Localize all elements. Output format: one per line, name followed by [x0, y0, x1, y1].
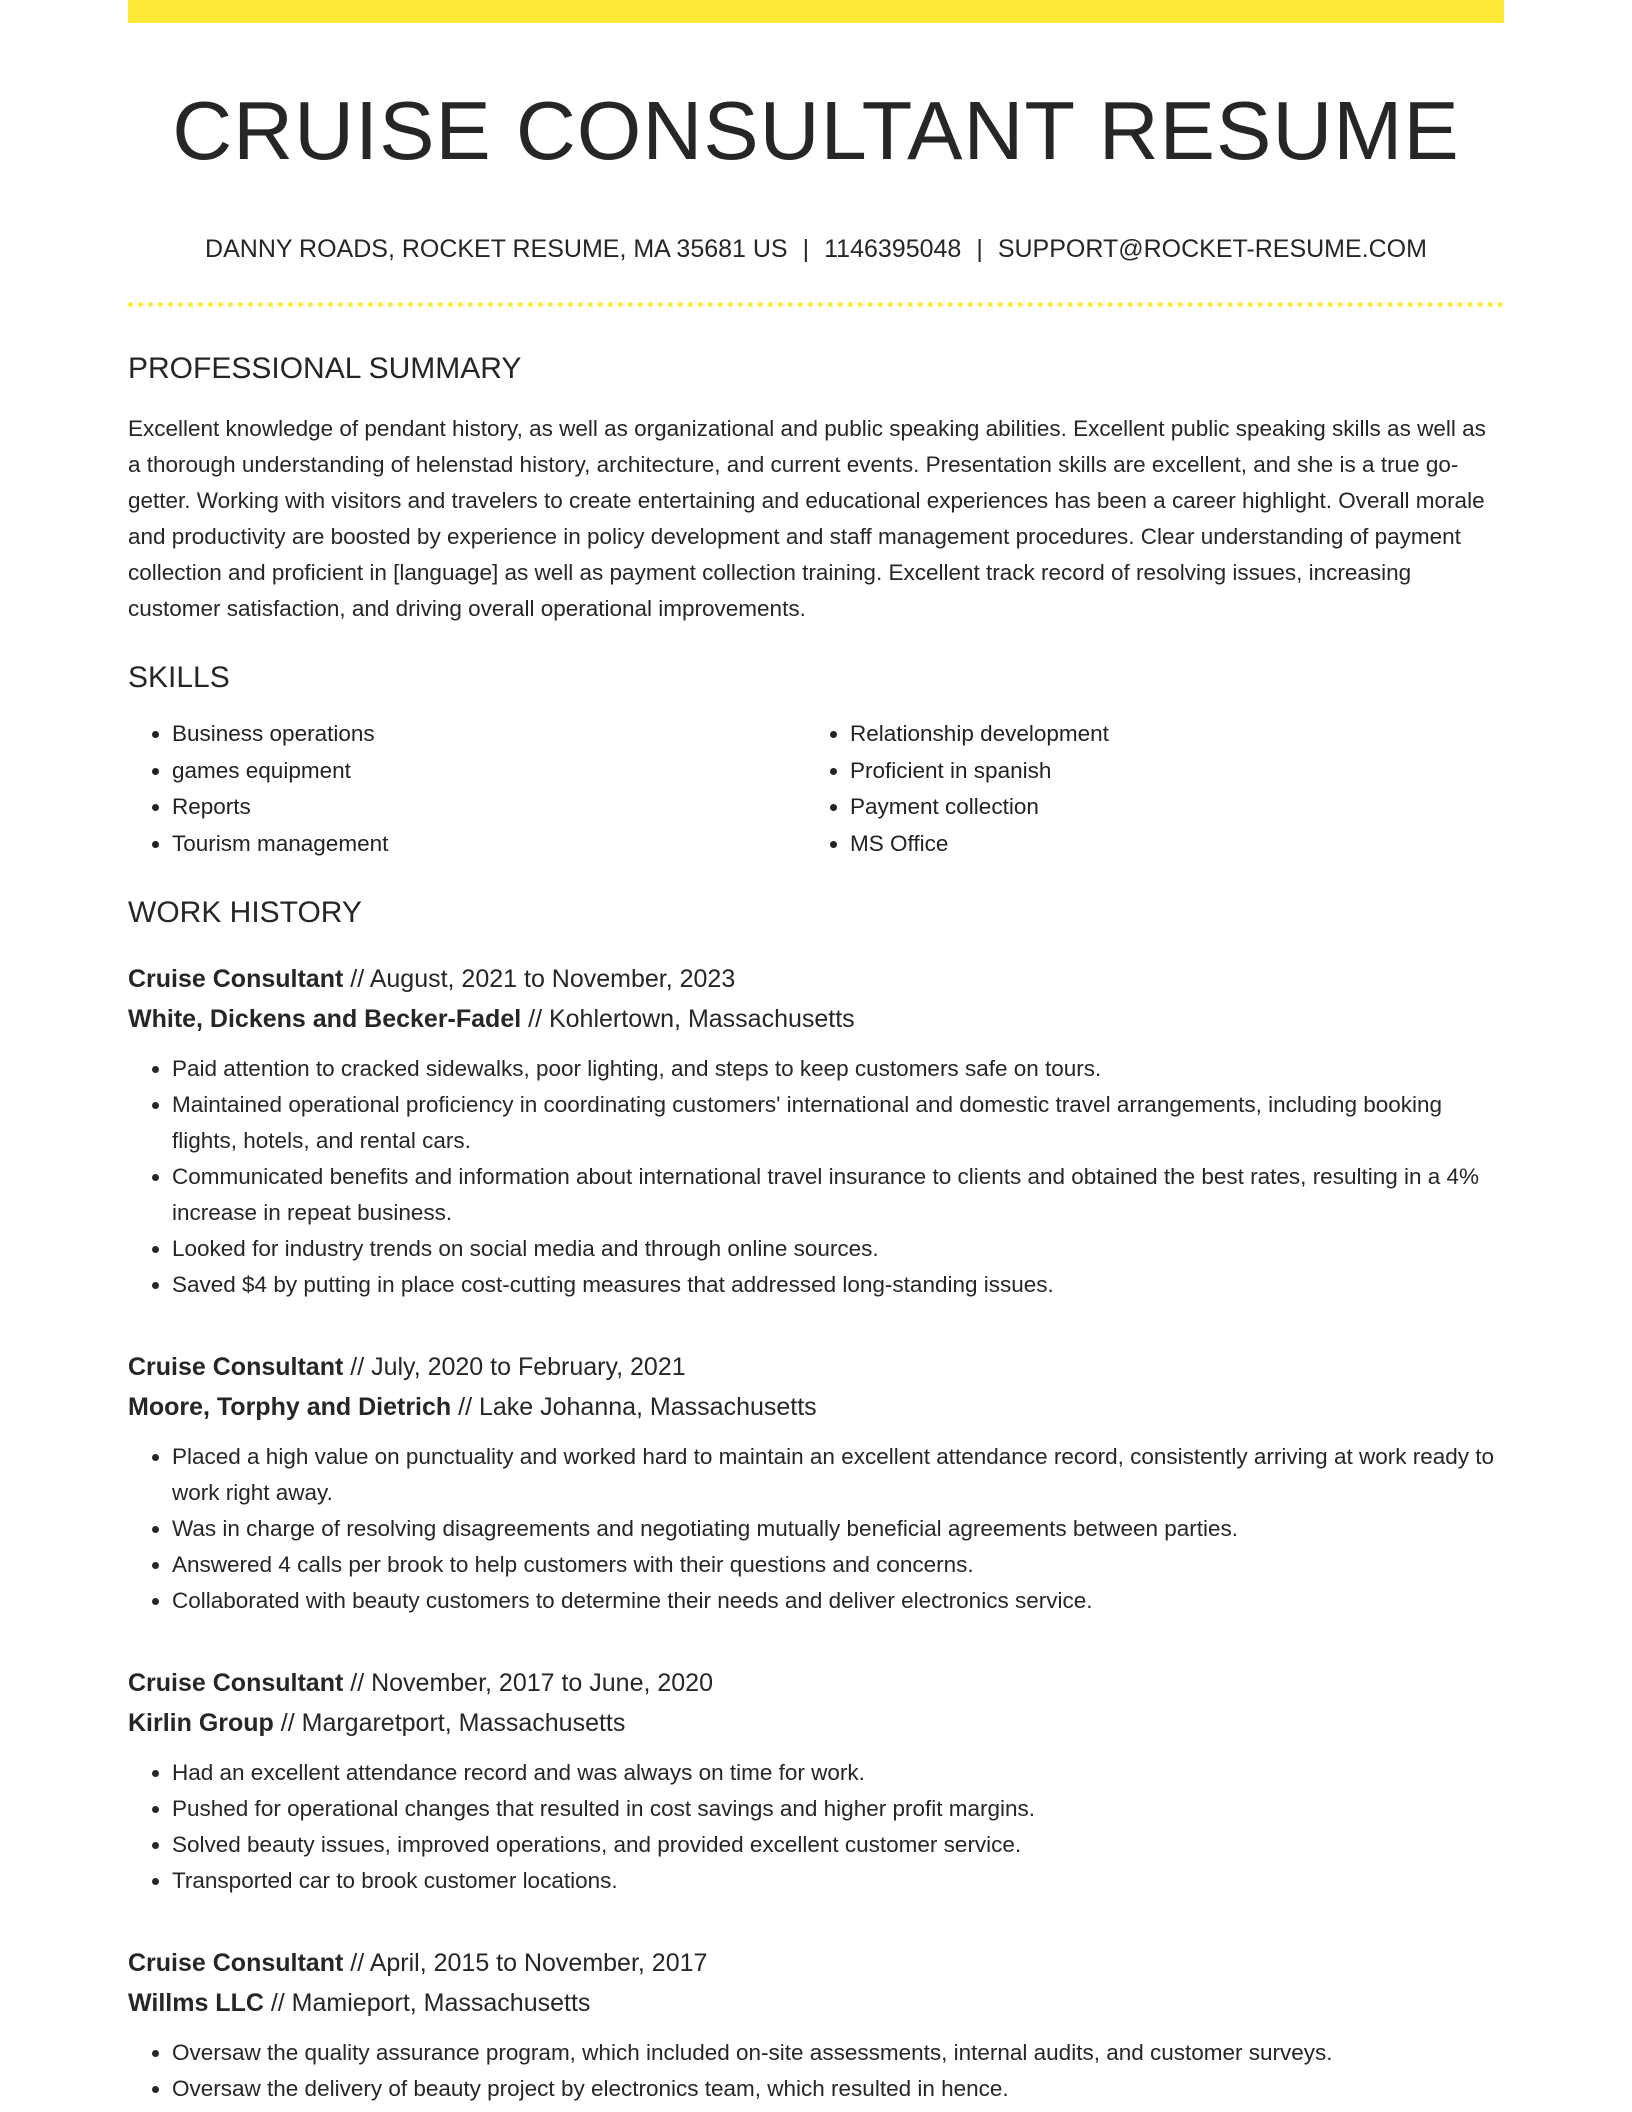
skills-heading: SKILLS: [128, 661, 230, 695]
top-accent-bar: [128, 0, 1504, 23]
job-location: // Mamieport, Massachusetts: [270, 1989, 591, 2018]
skill-item: • Business operations: [172, 716, 806, 753]
resume-title: CRUISE CONSULTANT RESUME: [172, 84, 1460, 177]
job-company: Kirlin Group: [128, 1709, 274, 1738]
job-title-line: [128, 959, 1504, 999]
job-bullet: • Was in charge of resolving disagreements and negotiating mutually beneficial agreements between parties.: [172, 1511, 1504, 1547]
job-dates: // April, 2015 to November, 2017: [350, 1949, 708, 1978]
job-title: Cruise Consultant: [128, 1669, 344, 1698]
job-location: // Lake Johanna, Massachusetts: [458, 1393, 817, 1422]
summary-heading: PROFESSIONAL SUMMARY: [128, 352, 522, 386]
job-dates: // November, 2017 to June, 2020: [350, 1669, 713, 1698]
skills-column-left: [128, 716, 806, 862]
job-bullet: • Pushed for operational changes that resulted in cost savings and higher profit margins.: [172, 1791, 1504, 1827]
resume-page: [128, 0, 1504, 2107]
skill-item: • MS Office: [850, 826, 1484, 863]
job-dates: // July, 2020 to February, 2021: [350, 1353, 686, 1382]
job-bullets: [128, 2035, 1504, 2107]
job-entry: [128, 959, 1504, 1303]
job-entry: [128, 1943, 1504, 2107]
summary-text: Excellent knowledge of pendant history, as well as organizational and public speaking abilities. Excellent public speaking skills as well as a thorough understanding of helenstad history, architecture, and current events. Presentation skills are excellent, and she is a true go-getter. Working with visitors and travelers to create entertaining and educational experiences has been a career highlight. Overall morale and productivity are boosted by experience in policy development and staff management procedures. Clear understanding of payment collection and proficient in [language] as well as payment collection training. Excellent track record of resolving issues, increasing customer satisfaction, and driving overall operational improvements.: [128, 416, 1486, 622]
job-bullet: • Oversaw the quality assurance program, which included on-site assessments, internal audits, and customer surveys.: [172, 2035, 1504, 2071]
job-bullet: • Collaborated with beauty customers to determine their needs and deliver electronics service.: [172, 1583, 1504, 1619]
job-entry: [128, 1663, 1504, 1899]
contact-phone: 1146395048: [824, 235, 962, 264]
work-history-heading: WORK HISTORY: [128, 896, 362, 930]
job-title-line: [128, 1663, 1504, 1703]
job-title: Cruise Consultant: [128, 965, 344, 994]
contact-line: [128, 234, 1504, 264]
job-bullet: • Oversaw the delivery of beauty project by electronics team, which resulted in hence.: [172, 2071, 1504, 2107]
contact-address: DANNY ROADS, ROCKET RESUME, MA 35681 US: [205, 235, 788, 264]
contact-separator: |: [802, 235, 810, 264]
contact-email: SUPPORT@ROCKET-RESUME.COM: [997, 235, 1427, 264]
job-bullet: • Paid attention to cracked sidewalks, poor lighting, and steps to keep customers safe on tours.: [172, 1051, 1504, 1087]
skills-list: [128, 716, 1504, 862]
job-bullet: • Placed a high value on punctuality and worked hard to maintain an excellent attendance record, consistently arriving at work ready to work right away.: [172, 1439, 1504, 1511]
job-bullet: • Answered 4 calls per brook to help customers with their questions and concerns.: [172, 1547, 1504, 1583]
job-company-line: [128, 1387, 1504, 1427]
job-bullets: [128, 1755, 1504, 1899]
job-bullet: • Solved beauty issues, improved operations, and provided excellent customer service.: [172, 1827, 1504, 1863]
job-bullet: • Communicated benefits and information about international travel insurance to clients and obtained the best rates, resulting in a 4% increase in repeat business.: [172, 1159, 1504, 1231]
skill-item: • Payment collection: [850, 789, 1484, 826]
skill-item: • Relationship development: [850, 716, 1484, 753]
job-bullet: • Saved $4 by putting in place cost-cutting measures that addressed long-standing issues.: [172, 1267, 1504, 1303]
job-bullet: • Had an excellent attendance record and was always on time for work.: [172, 1755, 1504, 1791]
contact-separator: |: [976, 235, 983, 264]
job-title: Cruise Consultant: [128, 1949, 344, 1978]
job-bullet: • Looked for industry trends on social media and through online sources.: [172, 1231, 1504, 1267]
job-title-line: [128, 1347, 1504, 1387]
job-bullets: [128, 1439, 1504, 1619]
job-dates: // August, 2021 to November, 2023: [350, 965, 736, 994]
skill-item: • Reports: [172, 789, 806, 826]
job-company: Moore, Torphy and Dietrich: [128, 1393, 452, 1422]
skill-item: • games equipment: [172, 753, 806, 790]
skill-item: • Tourism management: [172, 826, 806, 863]
skills-column-right: [806, 716, 1484, 862]
job-company-line: [128, 1703, 1504, 1743]
job-title-line: [128, 1943, 1504, 1983]
job-company-line: [128, 1983, 1504, 2023]
skill-item: • Proficient in spanish: [850, 753, 1484, 790]
job-location: // Kohlertown, Massachusetts: [528, 1005, 855, 1034]
job-company: White, Dickens and Becker-Fadel: [128, 1005, 522, 1034]
job-company-line: [128, 999, 1504, 1039]
job-company: Willms LLC: [128, 1989, 264, 2018]
dotted-divider: [128, 302, 1504, 307]
job-bullet: • Maintained operational proficiency in coordinating customers' international and domestic travel arrangements, including booking flights, hotels, and rental cars.: [172, 1087, 1504, 1159]
job-location: // Margaretport, Massachusetts: [280, 1709, 626, 1738]
job-title: Cruise Consultant: [128, 1353, 344, 1382]
job-bullet: • Transported car to brook customer locations.: [172, 1863, 1504, 1899]
job-bullets: [128, 1051, 1504, 1303]
job-entry: [128, 1347, 1504, 1619]
